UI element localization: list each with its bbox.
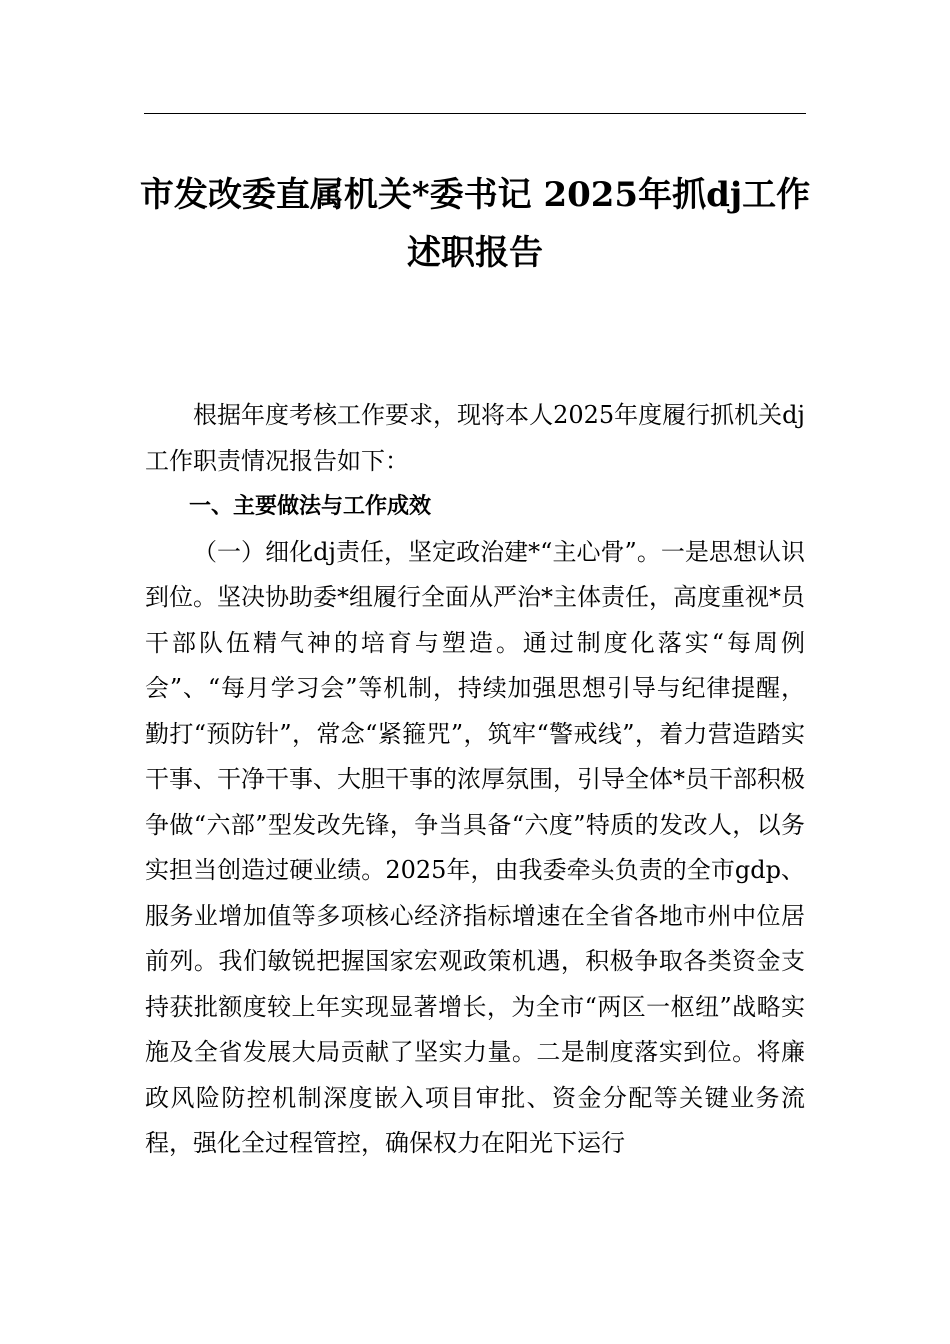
header-rule [144,113,806,114]
section-heading: 一、主要做法与工作成效 [189,494,432,519]
document-body [145,393,805,1167]
intro-paragraph: 根据年度考核工作要求，现将本人2025年度履行抓机关dj工作职责情况报告如下： [145,401,805,475]
document-title: 市发改委直属机关*委书记 2025年抓dj工作述职报告 [139,175,811,273]
body-paragraph: （一）细化dj责任，坚定政治建*“主心骨”。一是思想认识到位。坚决协助委*组履行全面从严治*主体责任，高度重视*员干部队伍精气神的培育与塑造。通过制度化落实“每周例会”、“每月学习会”等机制，持续加强思想引导与纪律提醒，勤打“预防针”，常念“紧箍咒”，筑牢“警戒线”，着力营造踏实干事、干净干事、大胆干事的浓厚氛围，引导全体*员干部积极争做“六部”型发改先锋，争当具备“六度”特质的发改人，以务实担当创造过硬业绩。2025年，由我委牵头负责的全市gdp、服务业增加值等多项核心经济指标增速在全省各地市州中位居前列。我们敏锐把握国家宏观政策机遇，积极争取各类资金支持获批额度较上年实现显著增长，为全市“两区一枢纽”战略实施及全省发展大局贡献了坚实力量。二是制度落实到位。将廉政风险防控机制深度嵌入项目审批、资金分配等关键业务流程，强化全过程管控，确保权力在阳光下运行 [145,537,805,1157]
